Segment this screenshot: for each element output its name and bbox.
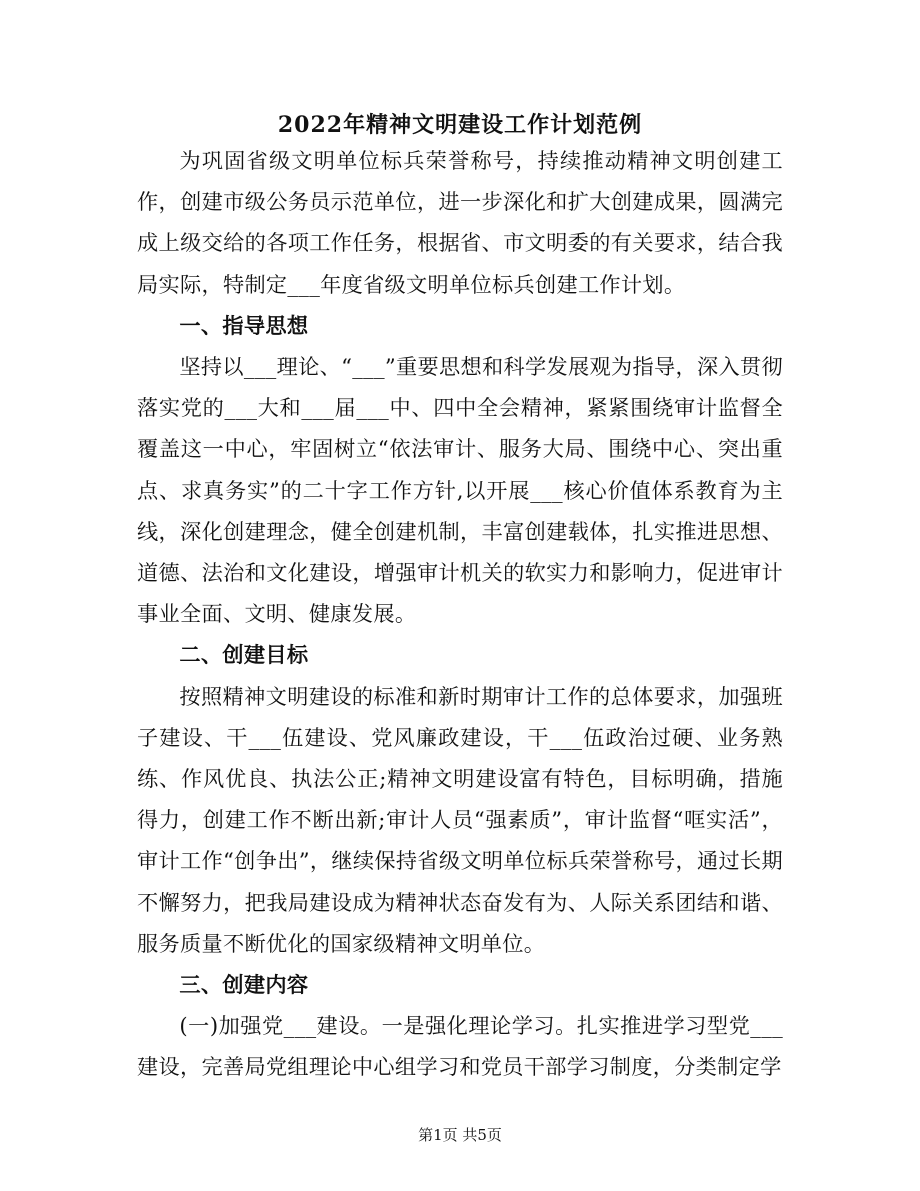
content-paragraph: (一)加强党___建设。一是强化理论学习。扎实推进学习型党___建设，完善局党组理论中心组学习和党员干部学习制度，分类制定学 (137, 1013, 783, 1080)
section-heading-goals: 二、创建目标 (179, 642, 309, 668)
goals-paragraph: 按照精神文明建设的标准和新时期审计工作的总体要求，加强班子建设、干___伍建设、党风廉政建设，干___伍政治过硬、业务熟练、作风优良、执法公正;精神文明建设富有特色，目标明确，措施得力，创建工作不断出新;审计人员“强素质”，审计监督“哐实活”，审计工作“创争出”，继续保持省级文明单位标兵荣誉称号，通过长期不懈努力，把我局建设成为精神状态奋发有为、人际关系团结和谐、服务质量不断优化的国家级精神文明单位。 (137, 683, 783, 956)
document-body (137, 140, 783, 1088)
section-heading-guiding-thought: 一、指导思想 (179, 312, 309, 338)
intro-paragraph: 为巩固省级文明单位标兵荣誉称号，持续推动精神文明创建工作，创建市级公务员示范单位，进一步深化和扩大创建成果，圆满完成上级交给的各项工作任务，根据省、市文明委的有关要求，结合我局实际，特制定___年度省级文明单位标兵创建工作计划。 (137, 148, 783, 297)
page-number-footer: 第1页 共5页 (418, 1126, 502, 1144)
guiding-thought-paragraph: 坚持以___理论、“___”重要思想和科学发展观为指导，深入贯彻落实党的___大和___届___中、四中全会精神，紧紧围绕审计监督全覆盖这一中心，牢固树立“依法审计、服务大局、围绕中心、突出重点、求真务实”的二十字工作方针,以开展___核心价值体系教育为主线，深化创建理念，健全创建机制，丰富创建载体，扎实推进思想、道德、法治和文化建设，增强审计机关的软实力和影响力，促进审计事业全面、文明、健康发展。 (137, 354, 783, 627)
section-heading-content: 三、创建内容 (179, 972, 309, 998)
document-title: 2022年精神文明建设工作计划范例 (277, 112, 643, 138)
